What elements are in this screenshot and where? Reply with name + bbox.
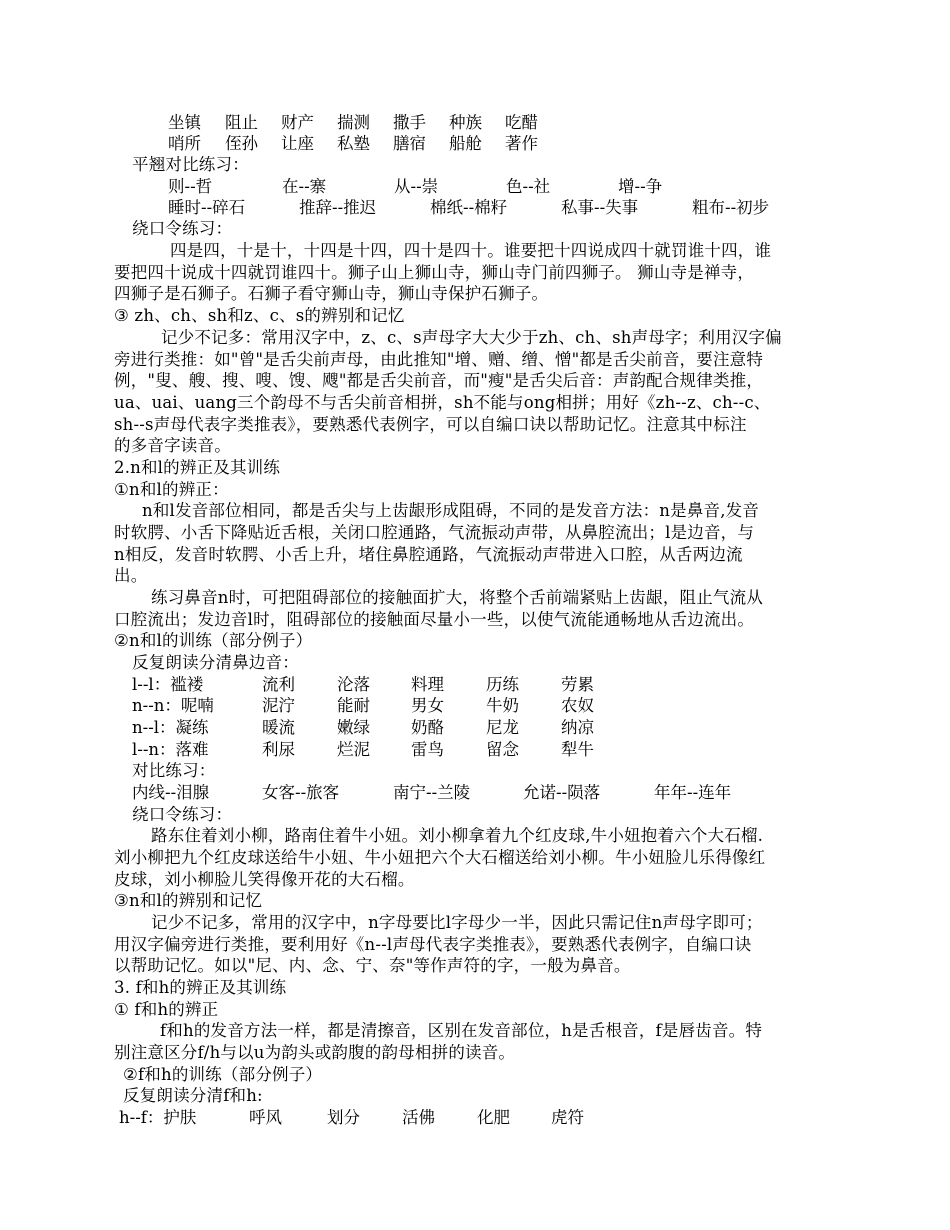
- example-word: 泥泞: [262, 696, 295, 715]
- paragraph-line: sh--s声母代表字类推表》，要熟悉代表例字，可以自编口诀以帮助记忆。注意其中标注: [114, 415, 747, 434]
- example-word: 阻止: [225, 113, 258, 132]
- example-word: 奶酪: [411, 718, 444, 737]
- example-word: 能耐: [337, 696, 370, 715]
- subsection-heading: ③ zh、ch、sh和z、c、s的辨别和记忆: [114, 306, 405, 325]
- exercise-heading: 绕口令练习：: [132, 805, 233, 824]
- example-word: 尼龙: [486, 718, 519, 737]
- example-word: 哨所: [168, 134, 201, 153]
- example-word: 犁牛: [561, 740, 594, 759]
- contrast-pair: 年年--连年: [654, 783, 732, 802]
- example-word: 虎符: [551, 1108, 584, 1127]
- contrast-pair: 在--寨: [282, 177, 327, 196]
- paragraph-line: ua、uai、uang三个韵母不与舌尖前音相拼，sh不能与ong相拼；用好《zh--z、ch--c、: [114, 393, 771, 412]
- example-word: 利尿: [262, 740, 295, 759]
- paragraph-line: 旁进行类推：如"曾"是舌尖前声母，由此推知"增、赠、缯、憎"都是舌尖前音，要注意特: [114, 350, 764, 369]
- paragraph-line: 四狮子是石狮子。石狮子看守狮山寺，狮山寺保护石狮子。: [114, 284, 549, 303]
- contrast-pair: 增--争: [618, 177, 663, 196]
- paragraph-line: 四是四，十是十，十四是十四，四十是四十。谁要把十四说成四十就罚谁十四，谁: [170, 241, 772, 260]
- paragraph-line: n相反，发音时软腭、小舌上升，堵住鼻腔通路，气流振动声带进入口腔，从舌两边流: [114, 545, 743, 564]
- paragraph-line: 要把四十说成十四就罚谁四十。狮子山上狮山寺，狮山寺门前四狮子。 狮山寺是禅寺，: [114, 263, 755, 282]
- contrast-pair: 南宁--兰陵: [393, 783, 471, 802]
- example-word: 农奴: [561, 696, 594, 715]
- contrast-pair: 女客--旅客: [262, 783, 340, 802]
- contrast-pair: 从--崇: [394, 177, 439, 196]
- example-word: 男女: [411, 696, 444, 715]
- example-word: 种族: [449, 113, 482, 132]
- subsection-heading: ①n和l的辨正：: [114, 480, 229, 499]
- example-word: 撒手: [393, 113, 426, 132]
- paragraph-line: 刘小柳把九个红皮球送给牛小妞、牛小妞把六个大石榴送给刘小柳。牛小妞脸儿乐得像红: [114, 848, 766, 867]
- example-word: 呼风: [249, 1108, 282, 1127]
- subsection-heading: ②f和h的训练（部分例子）: [123, 1065, 323, 1084]
- paragraph-line: 记少不记多，常用的汉字中，n字母要比l字母少一半，因此只需记住n声母字即可；: [151, 913, 763, 932]
- example-word: 嫩绿: [337, 718, 370, 737]
- example-word: 牛奶: [486, 696, 519, 715]
- exercise-heading: 对比练习：: [132, 761, 216, 780]
- subsection-heading: ②n和l的训练（部分例子）: [114, 631, 313, 650]
- example-word: h--f：护肤: [119, 1108, 197, 1127]
- example-word: 料理: [411, 675, 444, 694]
- contrast-pair: 允诺--陨落: [523, 783, 601, 802]
- paragraph-line: 练习鼻音n时，可把阻碍部位的接触面扩大，将整个舌前端紧贴上齿龈，阻止气流从: [151, 588, 764, 607]
- example-word: 化肥: [477, 1108, 510, 1127]
- example-word: 流利: [262, 675, 295, 694]
- contrast-pair: 内线--泪腺: [132, 783, 210, 802]
- section-heading: 平翘对比练习：: [132, 155, 249, 174]
- example-word: 劳累: [561, 675, 594, 694]
- paragraph-line: 例，"叟、艘、搜、嗖、馊、飕"都是舌尖前音，而"瘦"是舌尖后音：声韵配合规律类推，: [114, 371, 764, 390]
- example-word: 纳凉: [561, 718, 594, 737]
- paragraph-line: 皮球，刘小柳脸儿笑得像开花的大石榴。: [114, 870, 415, 889]
- example-word: 让座: [281, 134, 314, 153]
- subsection-heading: ③n和l的辨别和记忆: [114, 891, 263, 910]
- paragraph-line: 时软腭、小舌下降贴近舌根，关闭口腔通路，气流振动声带，从鼻腔流出；l是边音，与: [114, 523, 755, 542]
- contrast-pair: 推辞--推迟: [299, 198, 377, 217]
- example-word: l--n：落难: [132, 740, 209, 759]
- example-word: 吃醋: [505, 113, 538, 132]
- example-word: 暖流: [262, 718, 295, 737]
- paragraph-line: 路东住着刘小柳，路南住着牛小妞。刘小柳拿着九个红皮球,牛小妞抱着六个大石榴.: [151, 826, 764, 845]
- example-word: 膳宿: [393, 134, 426, 153]
- paragraph-line: 的多音字读音。: [114, 436, 231, 455]
- example-word: 沦落: [337, 675, 370, 694]
- paragraph-line: 出。: [114, 566, 148, 585]
- contrast-pair: 色--社: [506, 177, 551, 196]
- example-word: 活佛: [402, 1108, 435, 1127]
- example-word: 私塾: [337, 134, 370, 153]
- example-word: 雷鸟: [411, 740, 444, 759]
- subsection-heading: ① f和h的辨正: [114, 1000, 219, 1019]
- section-heading: 绕口令练习：: [132, 219, 233, 238]
- contrast-pair: 私事--失事: [561, 198, 639, 217]
- example-word: 历练: [486, 675, 519, 694]
- example-word: 船舱: [449, 134, 482, 153]
- example-word: 划分: [327, 1108, 360, 1127]
- example-word: l--l：褴褛: [132, 675, 204, 694]
- paragraph-line: 别注意区分f/h与以u为韵头或韵腹的韵母相拼的读音。: [114, 1043, 516, 1062]
- section-heading: 2.n和l的辨正及其训练: [114, 458, 281, 477]
- section-heading: 3. f和h的辨正及其训练: [114, 978, 287, 997]
- example-word: 侄孙: [225, 134, 258, 153]
- paragraph-line: 用汉字偏旁进行类推，要利用好《n--l声母代表字类推表》，要熟悉代表例字，自编口诀: [114, 935, 752, 954]
- paragraph-line: f和h的发音方法一样，都是清擦音，区别在发音部位，h是舌根音，f是唇齿音。特: [160, 1021, 763, 1040]
- paragraph-line: 口腔流出；发边音l时，阻碍部位的接触面尽量小一些，以使气流能通畅地从舌边流出。: [114, 610, 755, 629]
- example-word: 烂泥: [337, 740, 370, 759]
- example-word: 著作: [505, 134, 538, 153]
- contrast-pair: 则--哲: [168, 177, 213, 196]
- contrast-pair: 睡时--碎石: [168, 198, 246, 217]
- paragraph-line: 记少不记多：常用汉字中，z、c、s声母字大大少于zh、ch、sh声母字；利用汉字偏: [161, 328, 782, 347]
- paragraph-line: n和l发音部位相同，都是舌尖与上齿龈形成阻碍，不同的是发音方法：n是鼻音,发音: [142, 501, 760, 520]
- contrast-pair: 棉纸--棉籽: [430, 198, 508, 217]
- exercise-heading: 反复朗读分清鼻边音：: [132, 653, 299, 672]
- paragraph-line: 以帮助记忆。如以"尼、内、念、宁、奈"等作声符的字，一般为鼻音。: [114, 956, 631, 975]
- example-word: 财产: [281, 113, 314, 132]
- example-word: 揣测: [337, 113, 370, 132]
- exercise-heading: 反复朗读分清f和h:: [123, 1086, 263, 1105]
- example-word: n--n：呢喃: [132, 696, 214, 715]
- contrast-pair: 粗布--初步: [692, 198, 770, 217]
- example-word: 留念: [486, 740, 519, 759]
- example-word: n--l：凝练: [132, 718, 209, 737]
- example-word: 坐镇: [168, 113, 201, 132]
